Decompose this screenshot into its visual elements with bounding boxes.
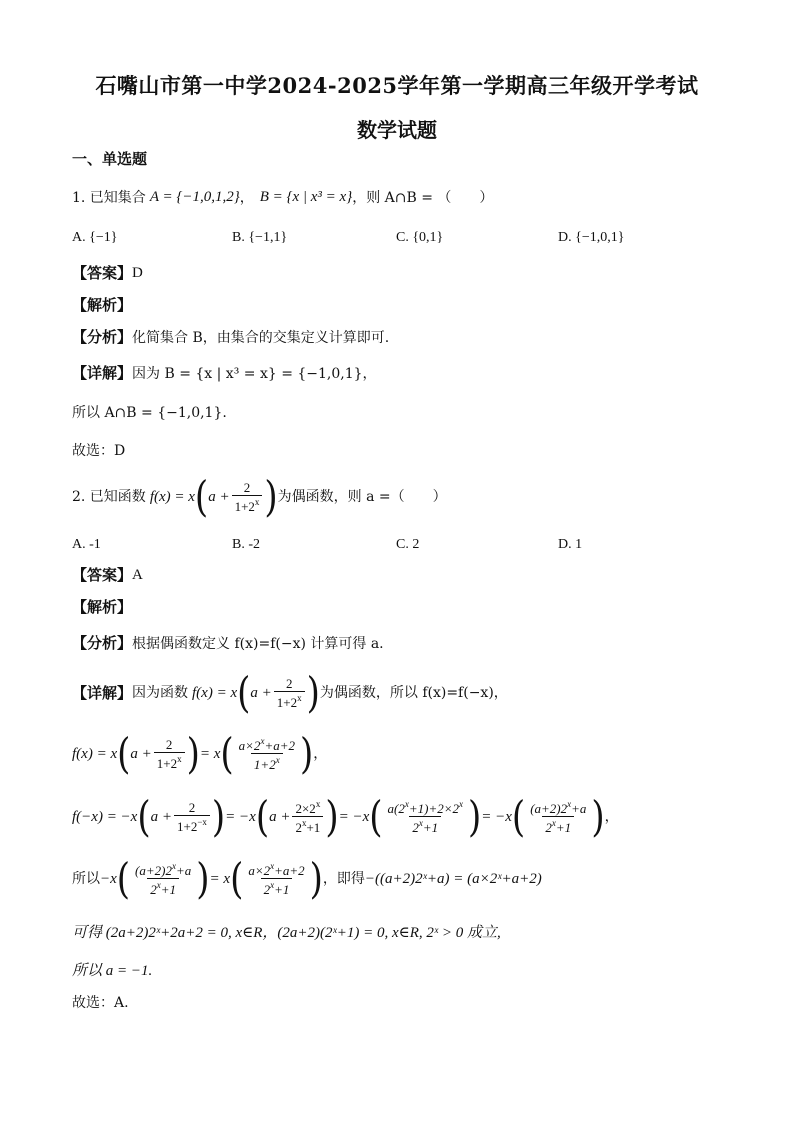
q2-fenxi-label: 【分析】 [72, 634, 133, 652]
q2-line4-tail: −((a+2)2ˣ+a) = (a×2ˣ+a+2) [364, 870, 542, 887]
q2-detail-a: 因为函数 [132, 685, 189, 701]
q2-fenxi [72, 636, 384, 651]
q2-stem-suffix: 为偶函数，则 a =（ ） [277, 489, 447, 505]
q2-detail-line5: 可得 (2a+2)2ˣ+2a+2 = 0, x∈R，(2a+2)(2ˣ+1) = 0, x∈R, 2ˣ > 0 成立, [72, 925, 501, 941]
q1-detail-text: 因为 B = {x | x³ = x} = {−1,0,1}， [132, 365, 377, 382]
q2-choose: 故选：A. [72, 995, 129, 1011]
q2-line2-end: ， [313, 746, 328, 762]
q2-detail-line2: f(x) = x ( a + $\frac{2}{1+2^x}$ ) = x ( $\frac{a\times 2^x+a+2}{1+2^x}$ ) ， [72, 729, 328, 779]
q1-stem [72, 190, 493, 205]
q2-detail-line3: f(−x) = −x ( a + $\frac{2}{1+2^{-x}}$ ) = −x ( a + $\frac{2\times 2^x}{2^x+1}$ ) = −x ( $\frac{a(2^x+1)+2\times 2^x}{2^x+1}$ ) = −x ( $\frac{(a+2)2^x+a}{2^x+1}$ ) ， [72, 792, 619, 842]
q1-option-c: C. {0,1} [396, 230, 444, 245]
q2-detail-b: 为偶函数，所以 f(x)=f(−x)， [319, 685, 508, 701]
q1-stem-suffix: ，则 A∩B = （ ） [352, 189, 494, 206]
q1-set-a: A = {−1,0,1,2} [149, 189, 240, 205]
q1-option-a: A. {−1} [72, 230, 118, 245]
section-heading: 一、单选题 [72, 150, 148, 168]
q1-conclusion: 所以 A∩B = {−1,0,1}. [72, 405, 227, 421]
q2-option-d: D. 1 [558, 537, 583, 552]
q2-answer-value: A [132, 567, 143, 583]
q1-detail [72, 366, 377, 381]
q1-fenxi [72, 330, 389, 345]
q2-option-b: B. -2 [232, 537, 260, 552]
q1-comma: ， [239, 189, 254, 206]
q1-analysis-label: 【解析】 [72, 296, 133, 314]
q1-answer-value: D [132, 265, 143, 281]
document-title: 石嘴山市第一中学2024-2025学年第一学期高三年级开学考试 [95, 73, 699, 98]
q2-stem: 2. 已知函数 f(x) = x ( a + $\frac{2}{1+2^x}$ ) 为偶函数，则 a =（ ） [72, 472, 447, 522]
q1-choose: 故选：D [72, 443, 126, 459]
q2-line4-prefix: 所以 [72, 871, 100, 887]
q1-answer-label: 【答案】 [72, 264, 133, 282]
q2-fenxi-text: 根据偶函数定义 f(x)=f(−x) 计算可得 a. [132, 635, 384, 652]
q2-detail-line1: 【详解】 因为函数 f(x) = x ( a + $\frac{2}{1+2^x}$ ) 为偶函数，所以 f(x)=f(−x)， [72, 668, 508, 718]
q2-answer-label: 【答案】 [72, 566, 133, 584]
q1-stem-prefix: 1. 已知集合 [72, 189, 146, 206]
q2-detail-line4: 所以 −x ( $\frac{(a+2)2^x+a}{2^x+1}$ ) = x ( $\frac{a\times 2^x+a+2}{2^x+1}$ ) ，即得 −((a+2)2ˣ+a) = (a×2ˣ+a+2) [72, 854, 542, 904]
q2-option-c: C. 2 [396, 537, 420, 552]
q1-option-d: D. {−1,0,1} [558, 230, 625, 245]
q1-detail-label: 【详解】 [72, 364, 133, 382]
q1-fenxi-label: 【分析】 [72, 328, 133, 346]
q1-answer [72, 266, 143, 281]
q1-fenxi-text: 化简集合 B，由集合的交集定义计算即可. [132, 329, 390, 346]
q2-line3-end: ， [604, 809, 619, 825]
q2-detail-label: 【详解】 [72, 683, 133, 702]
q2-detail-line6: 所以 a = −1. [72, 963, 153, 979]
document-subtitle: 数学试题 [357, 118, 437, 142]
q2-answer [72, 568, 143, 583]
q1-option-b: B. {−1,1} [232, 230, 288, 245]
q1-set-b: B = {x | x³ = x} [259, 189, 353, 205]
q2-option-a: A. -1 [72, 537, 101, 552]
q2-stem-prefix: 2. 已知函数 [72, 489, 146, 505]
q2-line4-mid: ，即得 [322, 871, 365, 887]
q2-analysis-label: 【解析】 [72, 598, 133, 616]
